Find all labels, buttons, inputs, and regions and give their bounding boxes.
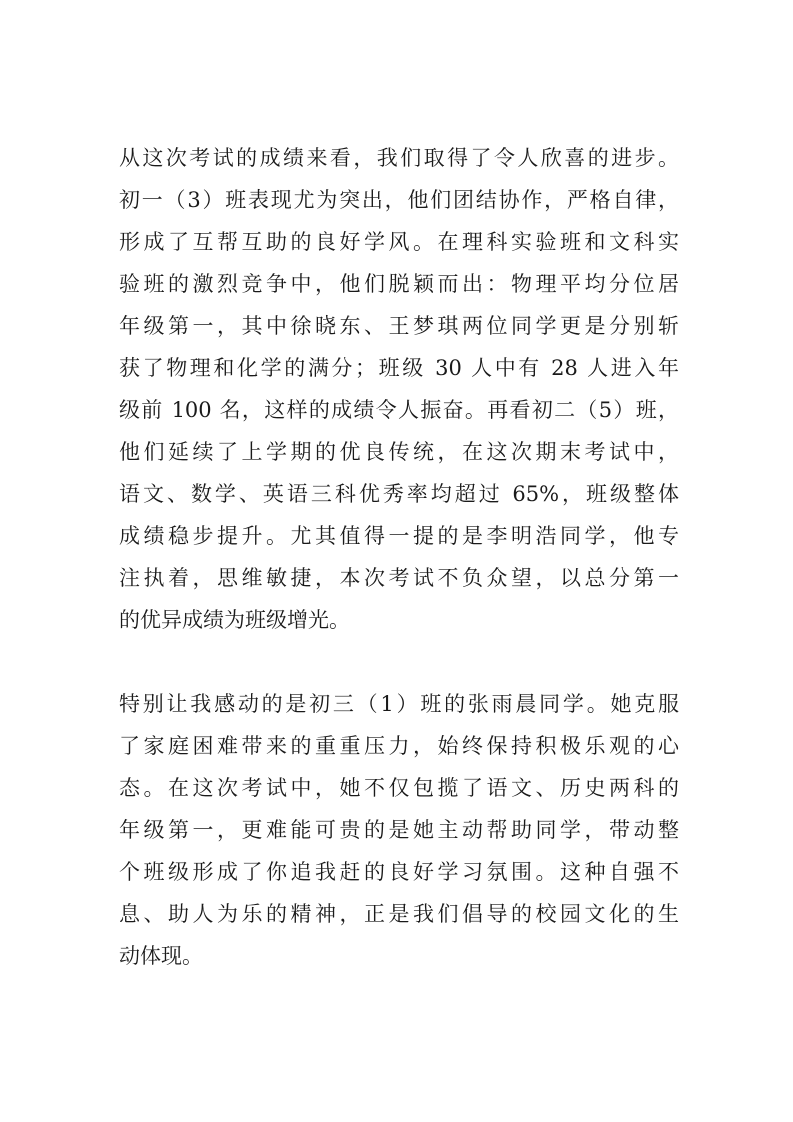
text-line: 初一（3）班表现尤为突出，他们团结协作，严格自律， — [119, 188, 679, 212]
text-line: 获了物理和化学的满分；班级 30 人中有 28 人进入年 — [119, 356, 679, 380]
text-line: 从这次考试的成绩来看，我们取得了令人欣喜的进步。 — [119, 146, 679, 170]
text-line: 态。在这次考试中，她不仅包揽了语文、历史两科的 — [119, 776, 679, 800]
text-line: 个班级形成了你追我赶的良好学习氛围。这种自强不 — [119, 860, 679, 884]
text-line: 动体现。 — [119, 944, 203, 968]
text-line: 了家庭困难带来的重重压力，始终保持积极乐观的心 — [119, 734, 679, 758]
text-line: 级前 100 名，这样的成绩令人振奋。再看初二（5）班， — [119, 398, 679, 422]
text-line: 特别让我感动的是初三（1）班的张雨晨同学。她克服 — [119, 692, 679, 716]
text-line: 的优异成绩为班级增光。 — [119, 608, 350, 632]
text-line: 年级第一，更难能可贵的是她主动帮助同学，带动整 — [119, 818, 679, 842]
text-line: 成绩稳步提升。尤其值得一提的是李明浩同学，他专 — [119, 524, 679, 548]
text-line: 息、助人为乐的精神，正是我们倡导的校园文化的生 — [119, 902, 679, 926]
text-line: 验班的激烈竞争中，他们脱颖而出：物理平均分位居 — [119, 272, 679, 296]
text-line: 年级第一，其中徐晓东、王梦琪两位同学更是分别斩 — [119, 314, 679, 338]
text-line: 注执着，思维敏捷，本次考试不负众望，以总分第一 — [119, 566, 679, 590]
text-line: 形成了互帮互助的良好学风。在理科实验班和文科实 — [119, 230, 679, 254]
text-line: 他们延续了上学期的优良传统，在这次期末考试中， — [119, 440, 679, 464]
text-line: 语文、数学、英语三科优秀率均超过 65%，班级整体 — [119, 482, 679, 506]
